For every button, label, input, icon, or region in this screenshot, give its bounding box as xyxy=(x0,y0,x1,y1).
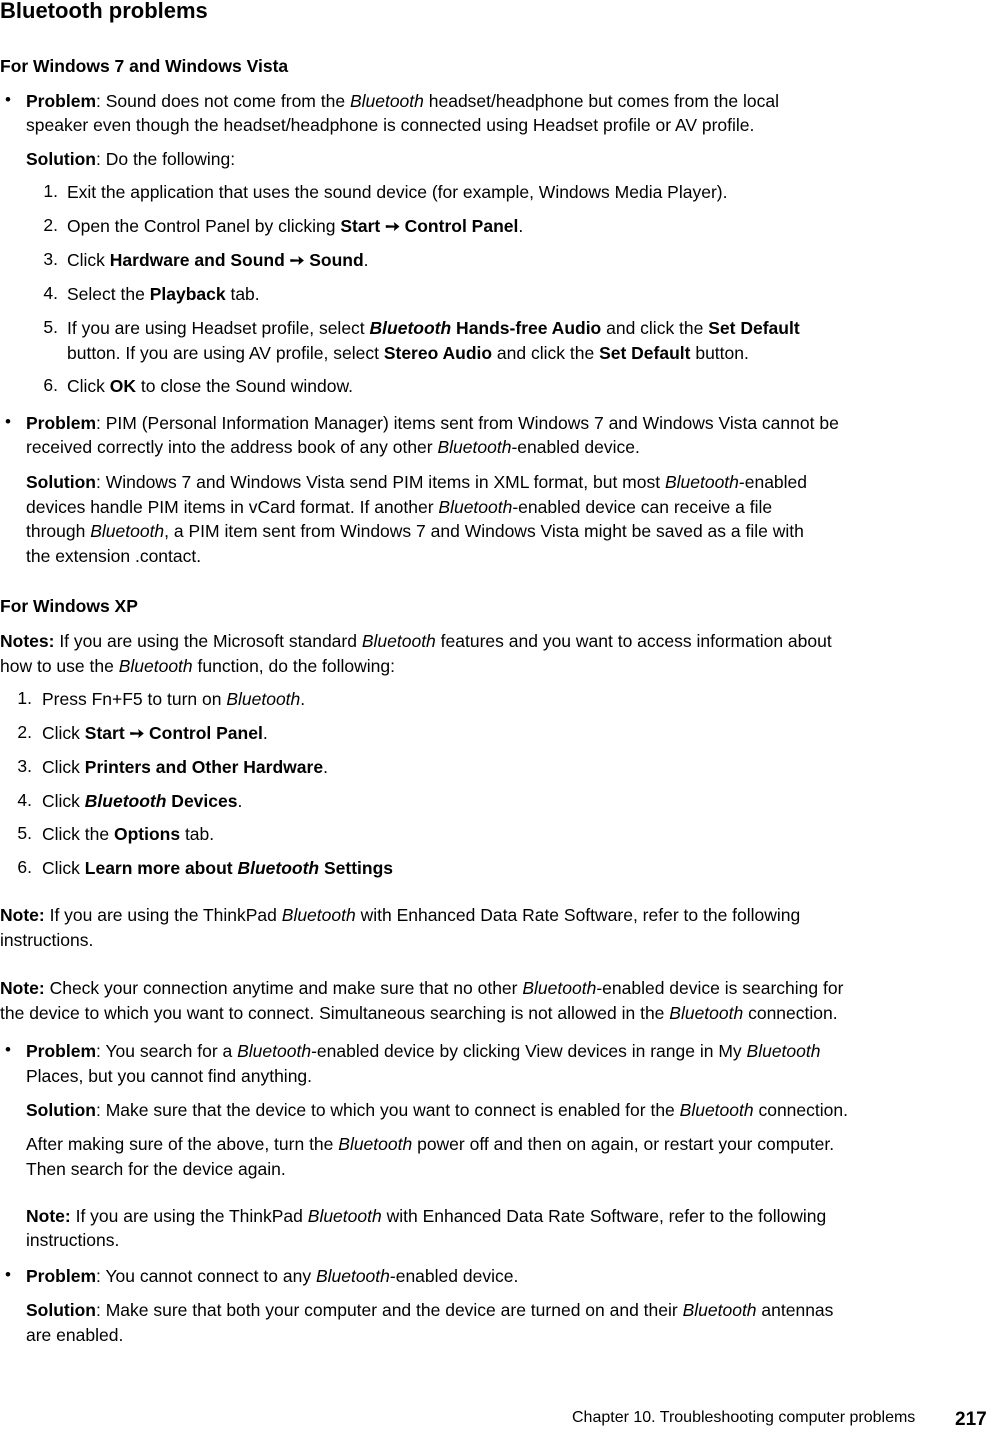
xp-step-1: Press Fn+F5 to turn on Bluetooth. xyxy=(42,689,306,709)
solution-1-step-4: Select the Playback tab. xyxy=(67,284,260,304)
xp-step-2: Click Start ➙ Control Panel. xyxy=(42,723,268,743)
section-heading-windows7: For Windows 7 and Windows Vista xyxy=(0,56,289,76)
solution-3-note-line-2: instructions. xyxy=(26,1230,120,1250)
solution-3: Solution: Make sure that the device to which you want to connect is enabled for the Bluetooth connection. xyxy=(26,1100,848,1120)
solution-2-line-4: the extension .contact. xyxy=(26,546,202,566)
solution-1-step-3: Click Hardware and Sound ➙ Sound. xyxy=(67,250,369,270)
problem-1-line-1: Problem: Sound does not come from the Bluetooth headset/headphone but comes from the local xyxy=(26,91,779,111)
solution-1: Solution: Do the following: xyxy=(26,149,236,169)
problem-2-line-2: received correctly into the address book of any other Bluetooth-enabled device. xyxy=(26,437,640,457)
step-number: 3. xyxy=(43,249,58,269)
note-1-line-2: instructions. xyxy=(0,930,94,950)
note-1-line-1: Note: If you are using the ThinkPad Bluetooth with Enhanced Data Rate Software, refer to the following xyxy=(0,905,801,925)
step-number: 5. xyxy=(17,823,32,843)
solution-4-line-2: are enabled. xyxy=(26,1325,124,1345)
step-number: 6. xyxy=(43,375,58,395)
step-number: 1. xyxy=(17,688,32,708)
step-number: 6. xyxy=(17,857,32,877)
bullet: • xyxy=(5,90,11,109)
footer-page-number: 217 xyxy=(955,1409,987,1430)
solution-1-step-6: Click OK to close the Sound window. xyxy=(67,376,353,396)
problem-3-line-2: Places, but you cannot find anything. xyxy=(26,1066,313,1086)
step-number: 2. xyxy=(43,215,58,235)
problem-3-line-1: Problem: You search for a Bluetooth-enabled device by clicking View devices in range in My Bluetooth xyxy=(26,1041,821,1061)
solution-3-note-line-1: Note: If you are using the ThinkPad Bluetooth with Enhanced Data Rate Software, refer to the following xyxy=(26,1206,827,1226)
notes-line-2: how to use the Bluetooth function, do the following: xyxy=(0,656,396,676)
solution-2-line-1: Solution: Windows 7 and Windows Vista send PIM items in XML format, but most Bluetooth-enabled xyxy=(26,472,808,492)
xp-step-3: Click Printers and Other Hardware. xyxy=(42,757,328,777)
step-number: 4. xyxy=(17,790,32,810)
solution-1-step-5-line-2: button. If you are using AV profile, select Stereo Audio and click the Set Default button. xyxy=(67,343,749,363)
step-number: 1. xyxy=(43,181,58,201)
solution-1-step-2: Open the Control Panel by clicking Start ➙ Control Panel. xyxy=(67,216,524,236)
bullet: • xyxy=(5,412,11,431)
page-title: Bluetooth problems xyxy=(0,0,208,23)
solution-3-after-line-1: After making sure of the above, turn the Bluetooth power off and then on again, or restart your computer. xyxy=(26,1134,835,1154)
step-number: 5. xyxy=(43,317,58,337)
notes-line-1: Notes: If you are using the Microsoft standard Bluetooth features and you want to access information about xyxy=(0,631,832,651)
solution-3-after-line-2: Then search for the device again. xyxy=(26,1159,286,1179)
problem-2-line-1: Problem: PIM (Personal Information Manager) items sent from Windows 7 and Windows Vista cannot be xyxy=(26,413,839,433)
step-number: 3. xyxy=(17,756,32,776)
xp-step-5: Click the Options tab. xyxy=(42,824,215,844)
note-2-line-2: the device to which you want to connect. Simultaneous searching is not allowed in the Bluetooth connection. xyxy=(0,1003,838,1023)
problem-1-line-2: speaker even though the headset/headphone is connected using Headset profile or AV profile. xyxy=(26,115,755,135)
note-2-line-1: Note: Check your connection anytime and make sure that no other Bluetooth-enabled device is searching for xyxy=(0,978,844,998)
solution-1-step-1: Exit the application that uses the sound device (for example, Windows Media Player). xyxy=(67,182,728,202)
solution-2-line-2: devices handle PIM items in vCard format. If another Bluetooth-enabled device can receive a file xyxy=(26,497,773,517)
solution-2-line-3: through Bluetooth, a PIM item sent from Windows 7 and Windows Vista might be saved as a file with xyxy=(26,521,804,541)
xp-step-4: Click Bluetooth Devices. xyxy=(42,791,243,811)
step-number: 2. xyxy=(17,722,32,742)
solution-4-line-1: Solution: Make sure that both your computer and the device are turned on and their Bluetooth antennas xyxy=(26,1300,834,1320)
problem-4: Problem: You cannot connect to any Bluetooth-enabled device. xyxy=(26,1266,519,1286)
bullet: • xyxy=(5,1265,11,1284)
xp-step-6: Click Learn more about Bluetooth Settings xyxy=(42,858,394,878)
solution-1-step-5-line-1: If you are using Headset profile, select Bluetooth Hands-free Audio and click the Set Default xyxy=(67,318,800,338)
section-heading-windows-xp: For Windows XP xyxy=(0,596,138,616)
bullet: • xyxy=(5,1040,11,1059)
footer-chapter: Chapter 10. Troubleshooting computer problems xyxy=(572,1409,916,1426)
step-number: 4. xyxy=(43,283,58,303)
